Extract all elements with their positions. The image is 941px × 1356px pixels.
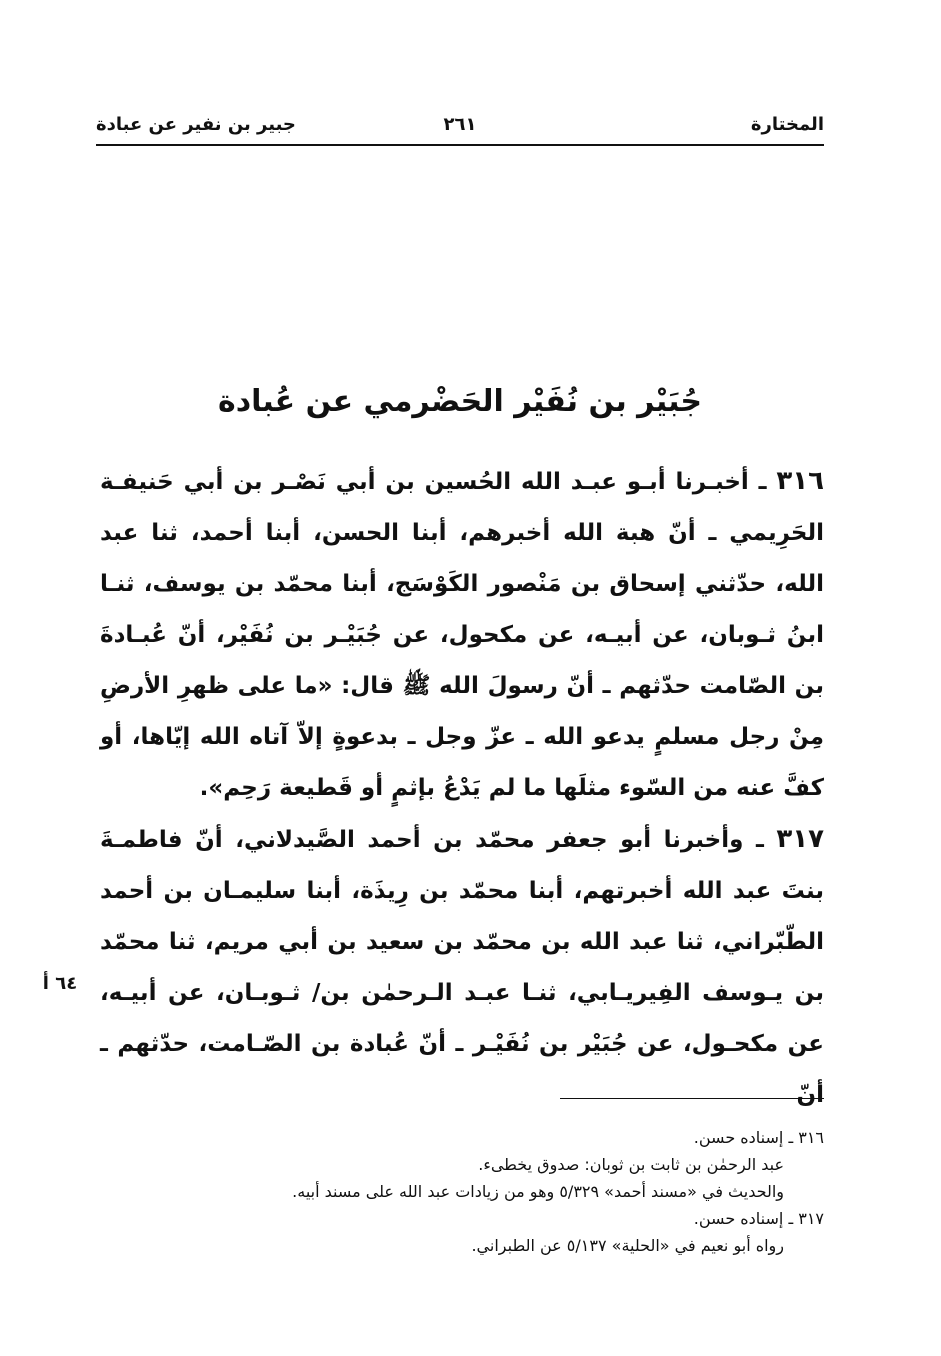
footnote-line: والحديث في «مسند أحمد» ٥/٣٢٩ وهو من زيادات عبد الله على مسند أبيه. xyxy=(292,1182,784,1201)
manuscript-folio-note: ٦٤ أ xyxy=(42,973,78,994)
footnote-line: عبد الرحمٰن بن ثابت بن ثوبان: صدوق يخطىء. xyxy=(478,1155,784,1174)
page-number: ٢٦١ xyxy=(443,114,477,135)
section-title: جُبَيْر بن نُفَيْر الحَضْرمي عن عُبادة xyxy=(218,384,702,419)
header-rule xyxy=(96,144,824,146)
footnote-line: ٣١٦ ـ إسناده حسن. xyxy=(693,1128,824,1147)
footnote-line: ٣١٧ ـ إسناده حسن. xyxy=(693,1209,824,1228)
hadith-text: ـ وأخبرنا أبو جعفر محمّد بن أحمد الصَّيدلاني، أنّ فاطمـةَ بنتَ عبد الله أخبرتهم، أبنا محمّد بن رِيذَة، أبنا سليمـان بن أحمد الطّبّراني، ثنا عبد الله بن محمّد بن سعيد بن أبي مريم، ثنا محمّد بن يـوسف الفِيريـابي، ثنـا عبـد الـرحمٰن بن/ ثـوبـان، عن أبيـه، عن مكحـول، عن جُبَيْر بن نُفَيْـر ـ أنّ عُبادة بن الصّـامت، حدّثهم ـ أنّ xyxy=(100,827,824,1108)
hadith-316 xyxy=(100,456,824,814)
footnotes xyxy=(100,1124,824,1259)
hadith-number: ٣١٦ xyxy=(776,466,824,496)
footnote-line: رواه أبو نعيم في «الحلية» ٥/١٣٧ عن الطبراني. xyxy=(471,1236,784,1255)
hadith-number: ٣١٧ xyxy=(776,824,824,854)
hadith-317 xyxy=(100,814,824,1121)
running-title: جبير بن نفير عن عبادة xyxy=(96,114,296,135)
page-header xyxy=(96,108,824,142)
footnote-rule xyxy=(560,1098,824,1099)
hadith-text: ـ أخبـرنا أبـو عبـد الله الحُسين بن أبي نَصْـر بن أبي حَنيفـة الحَرِيمي ـ أنّ هبة الله أخبرهم، أبنا الحسن، أبنا أحمد، ثنا عبد الله، حدّثني إسحاق بن مَنْصور الكَوْسَج، أبنا محمّد بن يوسف، ثنـا ابنُ ثـوبان، عن أبيـه، عن مكحول، عن جُبَيْـر بن نُفَيْر، أنّ عُبـادةَ بن الصّامت حدّثهم ـ أنّ رسولَ الله ﷺ قال: «ما على ظهرِ الأرضِ مِنْ رجل مسلمٍ يدعو الله ـ عزّ وجل ـ بدعوةٍ إلاّ آتاه الله إيّاها، أو كفَّ عنه من السّوء مثلَها ما لم يَدْعُ بإثمٍ أو قَطيعة رَحِم». xyxy=(100,469,824,801)
book-title: المختارة xyxy=(750,114,824,135)
